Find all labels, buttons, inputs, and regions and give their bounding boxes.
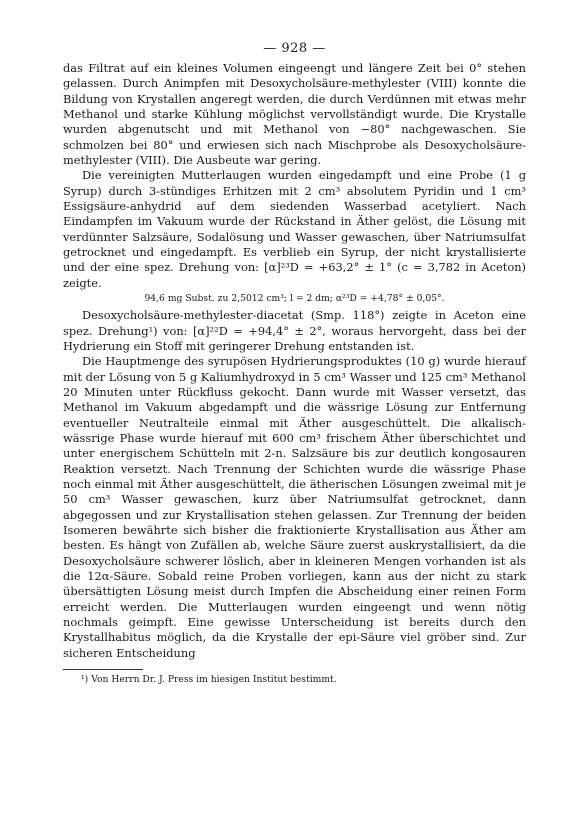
paragraph-1: das Filtrat auf ein kleines Volumen eingeengt und längere Zeit bei 0° stehen gelassen. Durch Animpfen mit Desoxycholsäure-methylester (VIII) konnte die Bildung von Krystallen angeregt werden, die durch Verdünnen mit etwas mehr Methanol und starke Kühlung möglichst vervollständigt wurde. Die Krystalle wurden abgenutscht und mit Methanol von −80° nachgewaschen. Sie schmolzen bei 80° und erwiesen sich nach Mischprobe als Desoxycholsäure-methylester (VIII). Die Ausbeute war gering. — [63, 61, 526, 168]
footnote-divider — [63, 669, 143, 670]
paragraph-2: Die vereinigten Mutterlaugen wurden eingedampft und eine Probe (1 g Syrup) durch 3-stündiges Erhitzen mit 2 cm³ absolutem Pyridin und 1 cm³ Essigsäure-anhydrid auf dem siedenden Wasserbad acetyliert. Nach Eindampfen im Vakuum wurde der Rückstand in Äther gelöst, die Lösung mit verdünnter Salzsäure, Sodalösung und Wasser gewaschen, über Natriumsulfat getrocknet und eingedampft. Es verblieb ein Syrup, der nicht krystallisierte und der eine spez. Drehung von: [α]²³D = +63,2° ± 1° (c = 3,782 in Aceton) zeigte. — [63, 168, 526, 290]
page-number: — 928 — — [263, 41, 326, 56]
footnote: ¹) Von Herrn Dr. J. Press im hiesigen Institut bestimmt. — [81, 674, 337, 686]
paragraph-4: Die Hauptmenge des syrupösen Hydrierungsproduktes (10 g) wurde hierauf mit der Lösung von 5 g Kaliumhydroxyd in 5 cm³ Wasser und 125 cm³ Methanol 20 Minuten unter Rückfluss gekocht. Dann wurde mit Wasser versetzt, das Methanol im Vakuum abgedampft und die wässrige Lösung zur Entfernung eventueller Neutralteile einmal mit Äther ausgeschüttelt. Die alkalisch-wässrige Phase wurde hierauf mit 600 cm³ frischem Äther überschichtet und unter energischem Schütteln mit 2-n. Salzsäure bis zur deutlich kongosauren Reaktion versetzt. Nach Trennung der Schichten wurde die wässrige Phase noch einmal mit Äther ausgeschüttelt, die ätherischen Lösungen zweimal mit je 50 cm³ Wasser gewaschen, kurz über Natriumsulfat getrocknet, dann abgegossen und zur Krystallisation stehen gelassen. Zur Trennung der beiden Isomeren bewährte sich bisher die fraktionierte Krystallisation aus Äther am besten. Es hängt von Zufällen ab, welche Säure zuerst auskrystallisiert, da die Desoxycholsäure schwerer löslich, aber in kleineren Mengen vorhanden ist als die 12α-Säure. Sobald reine Proben vorliegen, kann aus der nicht zu stark übersättigten Lösung meist durch Impfen die Abscheidung einer reinen Form erreicht werden. Die Mutterlaugen wurden eingeengt und wenn nötig nochmals geimpft. Eine gewisse Unterscheidung ist bereits durch den Krystallhabitus möglich, da die Krystalle der epi-Säure viel gröber sind. Zur sicheren Entscheidung — [63, 354, 526, 660]
measurement-note: 94,6 mg Subst. zu 2,5012 cm³; l = 2 dm; α²³D = +4,78° ± 0,05°. — [144, 293, 445, 305]
paragraph-3: Desoxycholsäure-methylester-diacetat (Smp. 118°) zeigte in Aceton eine spez. Drehung¹) von: [α]²²D = +94,4° ± 2°, woraus hervorgeht, dass bei der Hydrierung ein Stoff mit geringerer Drehung entstanden ist. — [63, 308, 526, 353]
document-page — [63, 40, 526, 686]
